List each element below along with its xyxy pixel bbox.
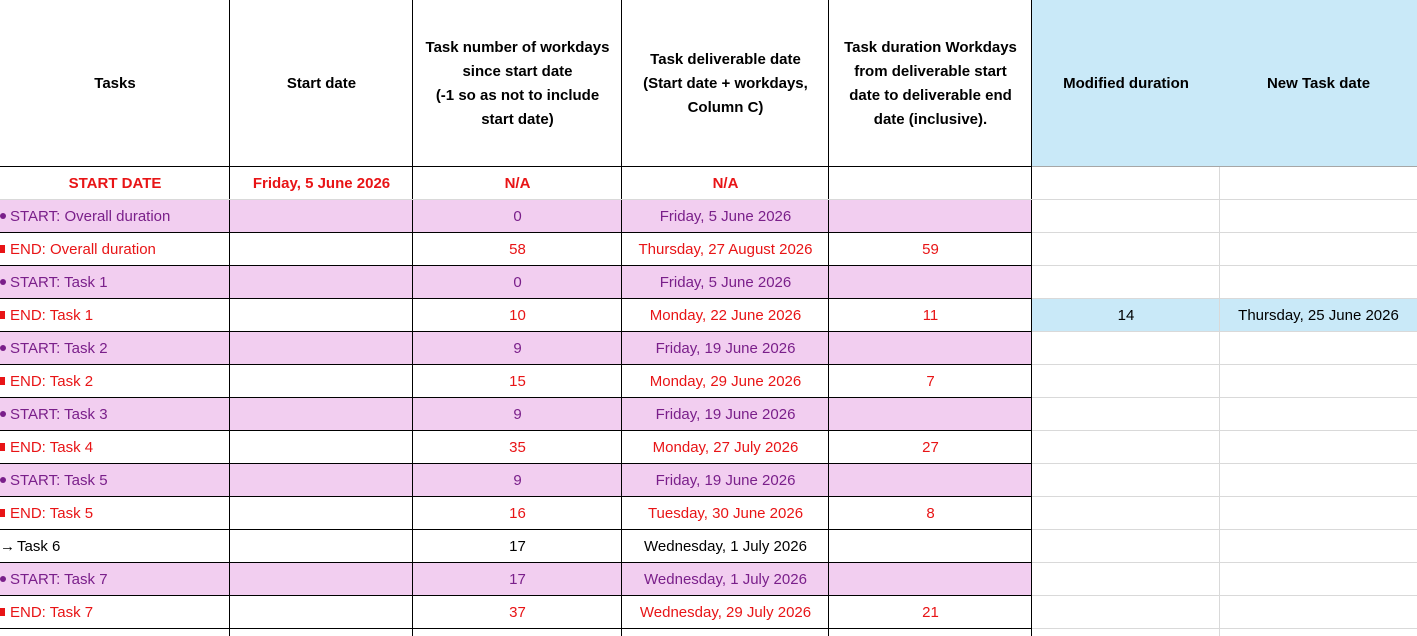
deliverable-date-cell-text: Friday, 5 June 2026 <box>659 208 792 225</box>
table-row <box>0 167 1417 200</box>
workdays-cell-text: 9 <box>513 340 522 357</box>
duration-cell-text: 21 <box>922 604 939 621</box>
start-date-cell[interactable] <box>230 530 413 563</box>
task-cell-text: END: Overall duration <box>10 241 156 258</box>
bullet-dot-icon <box>0 279 6 285</box>
row-divider-light <box>1032 265 1417 266</box>
header-workdays-line: (-1 so as not to include <box>435 86 600 104</box>
start-date-cell[interactable] <box>230 200 413 233</box>
header-tasks-label: Tasks <box>94 74 136 92</box>
row-divider <box>0 463 1032 464</box>
deliverable-date-cell-text: Tuesday, 30 June 2026 <box>647 505 804 522</box>
row-divider-light <box>1032 364 1417 365</box>
new-task-date-cell[interactable] <box>1220 530 1417 563</box>
arrow-right-icon: → <box>0 538 15 555</box>
row-divider-light <box>1032 397 1417 398</box>
table-row <box>0 233 1417 266</box>
duration-cell[interactable] <box>829 299 1032 332</box>
duration-cell-text: 7 <box>926 373 935 390</box>
start-date-cell[interactable] <box>230 398 413 431</box>
workdays-cell-text: 15 <box>509 373 526 390</box>
header-deliverable-line: Task deliverable date <box>650 50 801 68</box>
deliverable-date-cell-text: Friday, 19 June 2026 <box>655 472 796 489</box>
modified-duration-cell[interactable] <box>1032 299 1220 332</box>
task-cell-text: START: Task 2 <box>10 340 108 357</box>
row-divider-light <box>1032 529 1417 530</box>
modified-duration-cell[interactable] <box>1032 530 1220 563</box>
workdays-cell[interactable] <box>413 332 622 365</box>
task-cell[interactable] <box>0 167 230 200</box>
row-divider <box>0 430 1032 431</box>
new-task-date-cell[interactable] <box>1220 365 1417 398</box>
new-task-date-cell[interactable] <box>1220 167 1417 200</box>
row-divider-light <box>1032 298 1417 299</box>
modified-duration-cell[interactable] <box>1032 200 1220 233</box>
duration-cell[interactable] <box>829 464 1032 497</box>
task-cell[interactable] <box>0 233 230 266</box>
header-modified-duration-label: Modified duration <box>1063 74 1189 92</box>
task-cell-text: START: Overall duration <box>10 208 171 225</box>
start-date-cell[interactable] <box>230 497 413 530</box>
workdays-cell-text: 16 <box>509 505 526 522</box>
deliverable-date-cell-text: N/A <box>712 175 739 192</box>
table-row <box>0 530 1417 563</box>
modified-duration-cell[interactable] <box>1032 497 1220 530</box>
deliverable-date-cell[interactable] <box>622 596 829 629</box>
duration-cell[interactable] <box>829 596 1032 629</box>
task-cell[interactable] <box>0 497 230 530</box>
deliverable-date-cell[interactable] <box>622 266 829 299</box>
workdays-cell-text: 58 <box>509 241 526 258</box>
start-date-cell[interactable] <box>230 431 413 464</box>
row-divider-light <box>1032 496 1417 497</box>
row-divider <box>0 331 1032 332</box>
task-cell-text: Task 6 <box>17 538 61 555</box>
new-task-date-cell[interactable] <box>1220 431 1417 464</box>
row-divider <box>0 232 1032 233</box>
duration-cell-text: 27 <box>922 439 939 456</box>
start-date-cell-text: Friday, 5 June 2026 <box>252 175 391 192</box>
task-cell-text: END: Task 2 <box>10 373 94 390</box>
deliverable-date-cell[interactable] <box>622 200 829 233</box>
header-new-task-date-label: New Task date <box>1266 74 1371 92</box>
workdays-cell-text: 9 <box>513 472 522 489</box>
workdays-cell[interactable] <box>413 563 622 596</box>
table-row <box>0 563 1417 596</box>
deliverable-date-cell[interactable] <box>622 530 829 563</box>
new-task-date-cell[interactable] <box>1220 200 1417 233</box>
row-divider <box>0 628 1032 629</box>
deliverable-date-cell-text: Monday, 22 June 2026 <box>649 307 802 324</box>
row-divider <box>0 298 1032 299</box>
bullet-square-icon <box>0 608 5 616</box>
deliverable-date-cell-text: Monday, 27 July 2026 <box>652 439 799 456</box>
task-cell[interactable] <box>0 365 230 398</box>
duration-cell[interactable] <box>829 431 1032 464</box>
header-start-date-label: Start date <box>286 74 357 92</box>
start-date-cell[interactable] <box>230 563 413 596</box>
task-cell[interactable] <box>0 431 230 464</box>
workdays-cell[interactable] <box>413 200 622 233</box>
workdays-cell[interactable] <box>413 464 622 497</box>
deliverable-date-cell[interactable] <box>622 365 829 398</box>
task-cell[interactable] <box>0 332 230 365</box>
column-divider <box>412 0 413 636</box>
new-task-date-cell[interactable] <box>1220 497 1417 530</box>
deliverable-date-cell-text: Friday, 19 June 2026 <box>655 406 796 423</box>
task-cell[interactable] <box>0 398 230 431</box>
task-cell-text: START: Task 7 <box>10 571 108 588</box>
duration-cell[interactable] <box>829 497 1032 530</box>
start-date-cell[interactable] <box>230 299 413 332</box>
bullet-square-icon <box>0 443 5 451</box>
duration-cell[interactable] <box>829 233 1032 266</box>
bullet-dot-icon <box>0 213 6 219</box>
modified-duration-cell[interactable] <box>1032 365 1220 398</box>
table-row <box>0 365 1417 398</box>
header-duration[interactable] <box>829 0 1032 167</box>
start-date-cell[interactable] <box>230 266 413 299</box>
row-divider <box>0 496 1032 497</box>
bullet-square-icon <box>0 509 5 517</box>
table-row <box>0 266 1417 299</box>
modified-duration-cell[interactable] <box>1032 233 1220 266</box>
row-divider <box>0 562 1032 563</box>
table-row <box>0 497 1417 530</box>
row-divider <box>0 529 1032 530</box>
row-divider-light <box>1032 166 1417 167</box>
task-cell-text: START: Task 3 <box>10 406 108 423</box>
duration-cell-text: 11 <box>922 307 939 324</box>
workdays-cell-text: 17 <box>509 571 526 588</box>
deliverable-date-cell-text: Wednesday, 1 July 2026 <box>644 571 807 588</box>
duration-cell[interactable] <box>829 266 1032 299</box>
header-deliverable-date[interactable] <box>622 0 829 167</box>
deliverable-date-cell[interactable] <box>622 497 829 530</box>
deliverable-date-cell-text: Wednesday, 1 July 2026 <box>644 538 807 555</box>
task-cell-text: END: Task 5 <box>10 505 94 522</box>
modified-duration-cell[interactable] <box>1032 332 1220 365</box>
workdays-cell-text: 35 <box>509 439 526 456</box>
workdays-cell[interactable] <box>413 167 622 200</box>
modified-duration-cell[interactable] <box>1032 563 1220 596</box>
modified-duration-cell[interactable] <box>1032 464 1220 497</box>
table-row <box>0 431 1417 464</box>
bullet-dot-icon <box>0 345 6 351</box>
deliverable-date-cell[interactable] <box>622 563 829 596</box>
deliverable-date-cell-text: Friday, 5 June 2026 <box>659 274 792 291</box>
bullet-dot-icon <box>0 477 6 483</box>
header-duration-line: from deliverable start <box>854 62 1007 80</box>
column-divider <box>621 0 622 636</box>
new-task-date-cell[interactable] <box>1220 299 1417 332</box>
deliverable-date-cell[interactable] <box>622 167 829 200</box>
row-divider-light <box>1032 232 1417 233</box>
header-workdays-line: Task number of workdays <box>425 38 610 56</box>
duration-cell[interactable] <box>829 398 1032 431</box>
row-divider-light <box>1032 562 1417 563</box>
column-divider <box>828 0 829 636</box>
deliverable-date-cell-text: Friday, 19 June 2026 <box>655 340 796 357</box>
table-row <box>0 200 1417 233</box>
deliverable-date-cell[interactable] <box>622 431 829 464</box>
table-row <box>0 596 1417 629</box>
column-divider <box>1031 0 1032 636</box>
workdays-cell[interactable] <box>413 431 622 464</box>
new-task-date-cell[interactable] <box>1220 266 1417 299</box>
row-divider-light <box>1032 628 1417 629</box>
deliverable-date-cell[interactable] <box>622 233 829 266</box>
header-new-task-date[interactable] <box>1220 0 1417 167</box>
column-divider-light <box>1219 167 1220 636</box>
row-divider-light <box>1032 595 1417 596</box>
deliverable-date-cell[interactable] <box>622 332 829 365</box>
bullet-dot-icon <box>0 576 6 582</box>
task-cell-text: END: Task 7 <box>10 604 94 621</box>
duration-cell-text: 8 <box>926 505 935 522</box>
table-row <box>0 398 1417 431</box>
row-divider <box>0 364 1032 365</box>
task-cell[interactable] <box>0 200 230 233</box>
deliverable-date-cell[interactable] <box>622 398 829 431</box>
workdays-cell[interactable] <box>413 596 622 629</box>
start-date-cell[interactable] <box>230 332 413 365</box>
new-task-date-cell[interactable] <box>1220 464 1417 497</box>
workdays-cell-text: 0 <box>513 274 522 291</box>
row-divider-light <box>1032 331 1417 332</box>
modified-duration-cell-text: 14 <box>1117 307 1135 324</box>
task-cell-text: END: Task 1 <box>10 307 94 324</box>
header-deliverable-line: Column C) <box>687 98 764 116</box>
row-divider-light <box>1032 430 1417 431</box>
new-task-date-cell[interactable] <box>1220 563 1417 596</box>
start-date-cell[interactable] <box>230 233 413 266</box>
header-duration-line: date to deliverable end <box>849 86 1012 104</box>
row-divider <box>0 199 1032 200</box>
bullet-dot-icon <box>0 411 6 417</box>
header-start-date[interactable] <box>230 0 413 167</box>
table-row <box>0 464 1417 497</box>
start-date-cell[interactable] <box>230 167 413 200</box>
task-cell[interactable] <box>0 464 230 497</box>
header-tasks[interactable] <box>0 0 230 167</box>
modified-duration-cell[interactable] <box>1032 167 1220 200</box>
row-divider-light <box>1032 463 1417 464</box>
task-cell[interactable] <box>0 530 230 563</box>
task-cell[interactable] <box>0 266 230 299</box>
workdays-cell-text: 37 <box>509 604 526 621</box>
task-cell-text: START: Task 5 <box>10 472 108 489</box>
bullet-square-icon <box>0 311 5 319</box>
workdays-cell[interactable] <box>413 365 622 398</box>
duration-cell-text: 59 <box>922 241 939 258</box>
workdays-cell-text: 10 <box>509 307 526 324</box>
workdays-cell[interactable] <box>413 233 622 266</box>
row-divider <box>0 397 1032 398</box>
row-divider <box>0 166 1032 167</box>
start-date-cell[interactable] <box>230 464 413 497</box>
start-date-cell[interactable] <box>230 365 413 398</box>
header-duration-line: date (inclusive). <box>873 110 988 128</box>
row-divider <box>0 265 1032 266</box>
workdays-cell[interactable] <box>413 266 622 299</box>
task-cell-text: START: Task 1 <box>10 274 108 291</box>
workdays-cell-text: 0 <box>513 208 522 225</box>
modified-duration-cell[interactable] <box>1032 398 1220 431</box>
new-task-date-cell[interactable] <box>1220 332 1417 365</box>
workdays-cell-text: N/A <box>504 175 531 192</box>
modified-duration-cell[interactable] <box>1032 266 1220 299</box>
table-row <box>0 299 1417 332</box>
duration-cell[interactable] <box>829 200 1032 233</box>
bullet-square-icon <box>0 377 5 385</box>
header-workdays[interactable] <box>413 0 622 167</box>
modified-duration-cell[interactable] <box>1032 431 1220 464</box>
workdays-cell-text: 9 <box>513 406 522 423</box>
new-task-date-cell[interactable] <box>1220 398 1417 431</box>
workdays-cell[interactable] <box>413 530 622 563</box>
workdays-cell-text: 17 <box>509 538 526 555</box>
duration-cell[interactable] <box>829 332 1032 365</box>
row-divider-light <box>1032 199 1417 200</box>
task-cell-text: END: Task 4 <box>10 439 94 456</box>
deliverable-date-cell[interactable] <box>622 299 829 332</box>
workdays-cell[interactable] <box>413 497 622 530</box>
modified-duration-cell[interactable] <box>1032 596 1220 629</box>
duration-cell[interactable] <box>829 530 1032 563</box>
new-task-date-cell[interactable] <box>1220 596 1417 629</box>
task-cell-text: START DATE <box>68 175 162 192</box>
column-divider <box>229 0 230 636</box>
header-deliverable-line: (Start date + workdays, <box>643 74 808 92</box>
new-task-date-cell[interactable] <box>1220 233 1417 266</box>
workdays-cell[interactable] <box>413 398 622 431</box>
table-row <box>0 332 1417 365</box>
duration-cell[interactable] <box>829 167 1032 200</box>
deliverable-date-cell-text: Thursday, 27 August 2026 <box>638 241 813 258</box>
deliverable-date-cell-text: Wednesday, 29 July 2026 <box>639 604 812 621</box>
deliverable-date-cell-text: Monday, 29 June 2026 <box>649 373 802 390</box>
task-cell[interactable] <box>0 596 230 629</box>
header-modified-duration[interactable] <box>1032 0 1220 167</box>
deliverable-date-cell[interactable] <box>622 464 829 497</box>
bullet-square-icon <box>0 245 5 253</box>
header-workdays-line: since start date <box>462 62 573 80</box>
header-workdays-line: start date) <box>481 110 554 128</box>
row-divider <box>0 595 1032 596</box>
duration-cell[interactable] <box>829 563 1032 596</box>
new-task-date-cell-text: Thursday, 25 June 2026 <box>1238 307 1399 324</box>
task-cell[interactable] <box>0 299 230 332</box>
start-date-cell[interactable] <box>230 596 413 629</box>
header-duration-line: Task duration Workdays <box>844 38 1017 56</box>
workdays-cell[interactable] <box>413 299 622 332</box>
task-cell[interactable] <box>0 563 230 596</box>
duration-cell[interactable] <box>829 365 1032 398</box>
